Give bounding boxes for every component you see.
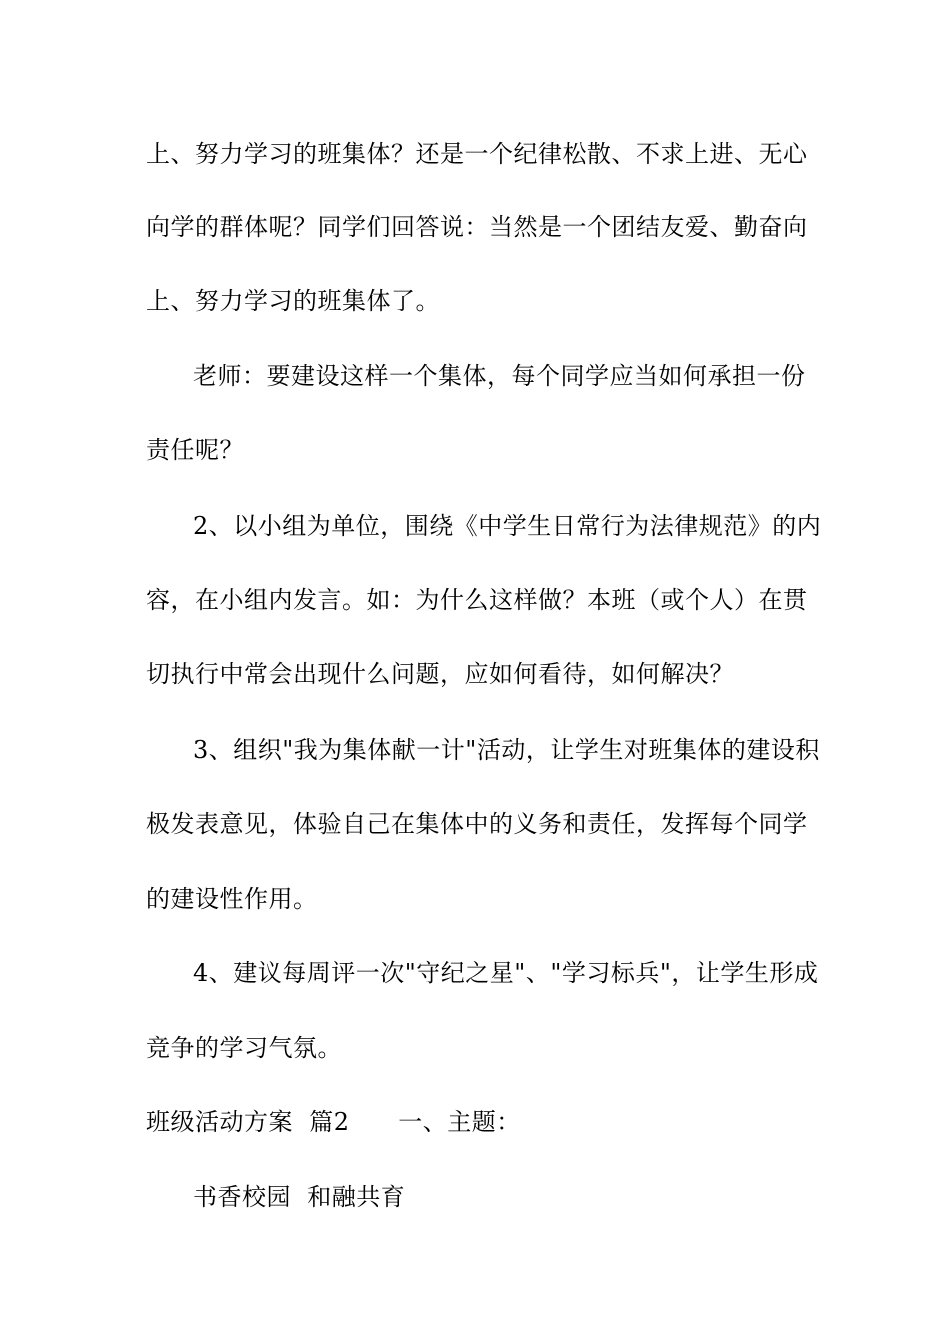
paragraph-line: 极发表意见，体验自己在集体中的义务和责任，发挥每个同学 [146, 810, 808, 838]
paragraph-line: 3、组织"我为集体献一计"活动，让学生对班集体的建设积 [193, 736, 820, 764]
paragraph-line: 的建设性作用。 [146, 885, 318, 913]
paragraph-line: 老师：要建设这样一个集体，每个同学应当如何承担一份 [193, 362, 806, 390]
paragraph-line: 上、努力学习的班集体了。 [146, 287, 440, 315]
section-heading-line: 班级活动方案 篇2 一、主题： [146, 1108, 521, 1136]
paragraph-line: 4、建议每周评一次"守纪之星"、"学习标兵"，让学生形成 [193, 959, 819, 987]
paragraph-line: 责任呢？ [146, 436, 244, 464]
paragraph-line: 竞争的学习气氛。 [146, 1034, 342, 1062]
paragraph-line: 向学的群体呢？同学们回答说：当然是一个团结友爱、勤奋向 [146, 213, 808, 241]
paragraph-line: 2、以小组为单位，围绕《中学生日常行为法律规范》的内 [193, 512, 822, 540]
theme-line: 书香校园 和融共育 [193, 1183, 406, 1211]
paragraph-line: 容，在小组内发言。如：为什么这样做？本班（或个人）在贯 [146, 586, 808, 614]
paragraph-line: 切执行中常会出现什么问题，应如何看待，如何解决？ [146, 660, 734, 688]
paragraph-line: 上、努力学习的班集体？还是一个纪律松散、不求上进、无心 [146, 140, 808, 168]
